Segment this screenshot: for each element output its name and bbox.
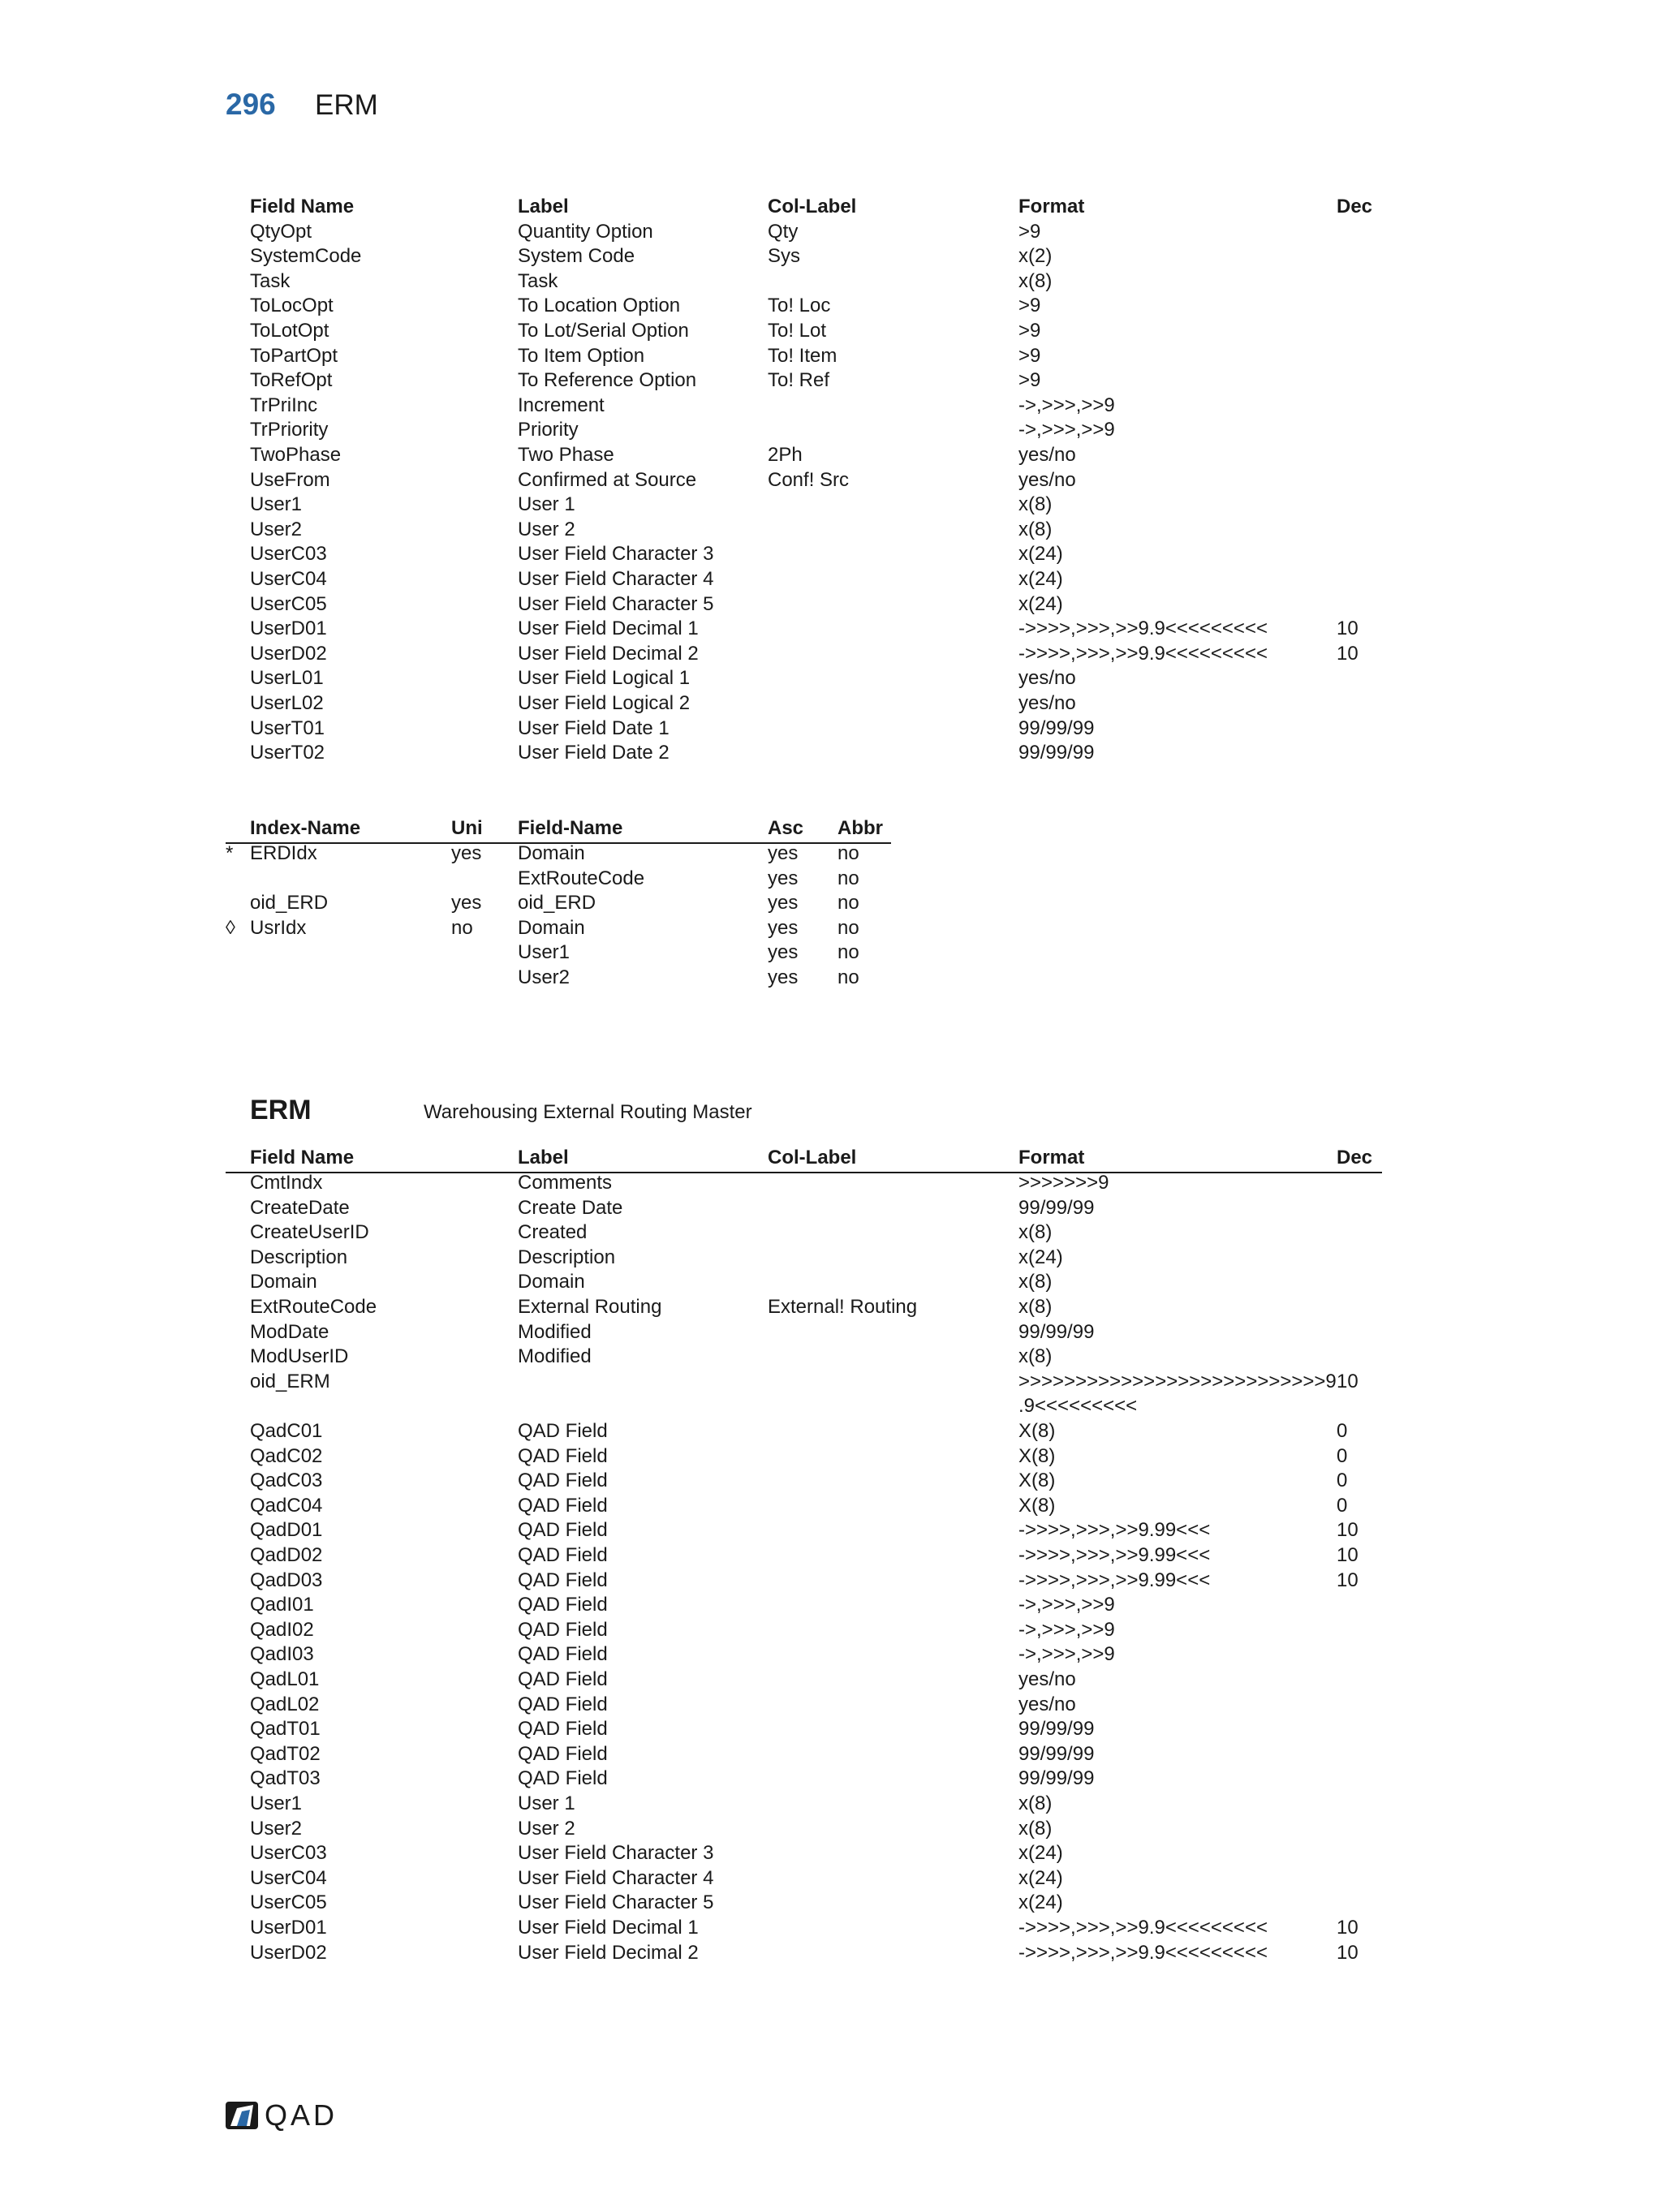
index-header-asc: Asc <box>768 817 804 839</box>
format-cell: x(24) <box>1018 567 1063 590</box>
uni-cell: yes <box>451 842 482 864</box>
dec-cell: 0 <box>1337 1494 1348 1517</box>
format-cell: ->,>>>,>>9 <box>1018 1618 1115 1641</box>
format-cell: >>>>>>>9 <box>1018 1172 1109 1194</box>
field-name-cell: Domain <box>518 916 585 939</box>
label-cell: QAD Field <box>518 1668 608 1690</box>
field-name-cell: CreateDate <box>250 1196 350 1219</box>
field-name-cell: User2 <box>250 518 303 540</box>
header-rule <box>226 1172 1382 1173</box>
column-header-col-label: Col-Label <box>768 196 857 217</box>
field-name-cell: UserC03 <box>250 1842 327 1865</box>
label-cell: User 1 <box>518 1792 575 1814</box>
field-name-cell: TwoPhase <box>250 443 342 466</box>
field-name-cell: TrPriority <box>250 419 329 441</box>
format-cell: yes/no <box>1018 443 1076 466</box>
field-name-cell: User2 <box>250 1817 303 1840</box>
index-header-uni: Uni <box>451 817 483 839</box>
field-name-cell: UserD02 <box>250 1941 327 1964</box>
field-name-cell: SystemCode <box>250 245 362 268</box>
dec-cell: 10 <box>1337 1569 1358 1591</box>
field-name-cell: User1 <box>250 493 303 516</box>
column-header-label: Label <box>518 1147 569 1168</box>
format-cell: x(8) <box>1018 1221 1053 1244</box>
field-name-cell: ExtRouteCode <box>518 867 645 889</box>
format-cell: 99/99/99 <box>1018 1718 1095 1741</box>
label-cell: QAD Field <box>518 1594 608 1616</box>
field-name-cell: UserL01 <box>250 667 324 690</box>
field-name-cell: QadD01 <box>250 1519 323 1542</box>
label-cell: QAD Field <box>518 1444 608 1467</box>
field-name-cell: QadT02 <box>250 1742 321 1765</box>
format-cell: .9<<<<<<<<< <box>1018 1395 1138 1418</box>
col-label-cell: To! Ref <box>768 369 830 392</box>
field-name-cell: QadC04 <box>250 1494 323 1517</box>
index-marker: * <box>226 842 234 864</box>
label-cell: QAD Field <box>518 1569 608 1591</box>
format-cell: x(8) <box>1018 1817 1053 1840</box>
label-cell: User Field Logical 1 <box>518 667 691 690</box>
format-cell: ->>>>,>>>,>>9.9<<<<<<<<< <box>1018 1917 1268 1939</box>
index-name-cell: UsrIdx <box>250 916 307 939</box>
label-cell: QAD Field <box>518 1494 608 1517</box>
label-cell: Confirmed at Source <box>518 468 697 491</box>
label-cell: System Code <box>518 245 635 268</box>
format-cell: x(8) <box>1018 1792 1053 1814</box>
field-name-cell: TrPriInc <box>250 394 318 416</box>
label-cell: Two Phase <box>518 443 614 466</box>
format-cell: yes/no <box>1018 1668 1076 1690</box>
abbr-cell: no <box>837 916 859 939</box>
format-cell: 99/99/99 <box>1018 1320 1095 1343</box>
col-label-cell: External! Routing <box>768 1296 918 1318</box>
field-name-cell: oid_ERM <box>250 1370 330 1392</box>
col-label-cell: To! Lot <box>768 319 827 342</box>
label-cell: User Field Character 3 <box>518 543 714 566</box>
label-cell: QAD Field <box>518 1519 608 1542</box>
label-cell: To Item Option <box>518 344 645 367</box>
field-name-cell: CreateUserID <box>250 1221 369 1244</box>
field-name-cell: ToPartOpt <box>250 344 338 367</box>
abbr-cell: no <box>837 941 859 964</box>
format-cell: X(8) <box>1018 1494 1056 1517</box>
field-name-cell: QadL01 <box>250 1668 320 1690</box>
field-name-cell: QadT03 <box>250 1767 321 1790</box>
format-cell: yes/no <box>1018 691 1076 714</box>
col-label-cell: To! Loc <box>768 295 831 317</box>
format-cell: ->,>>>,>>9 <box>1018 394 1115 416</box>
field-name-cell: ToLocOpt <box>250 295 334 317</box>
field-name-cell: Task <box>250 269 291 292</box>
format-cell: >9 <box>1018 295 1041 317</box>
format-cell: >9 <box>1018 369 1041 392</box>
field-name-cell: ModDate <box>250 1320 329 1343</box>
label-cell: Domain <box>518 1271 585 1293</box>
dec-cell: 10 <box>1337 618 1358 640</box>
label-cell: User 2 <box>518 518 575 540</box>
asc-cell: yes <box>768 941 799 964</box>
col-label-cell: To! Item <box>768 344 837 367</box>
label-cell: QAD Field <box>518 1643 608 1666</box>
column-header-format: Format <box>1018 196 1085 217</box>
section-description: Warehousing External Routing Master <box>424 1101 752 1123</box>
label-cell: To Location Option <box>518 295 681 317</box>
dec-cell: 0 <box>1337 1420 1348 1442</box>
label-cell: Quantity Option <box>518 220 653 243</box>
label-cell: User Field Decimal 2 <box>518 642 699 665</box>
format-cell: 99/99/99 <box>1018 1196 1095 1219</box>
field-name-cell: ToRefOpt <box>250 369 333 392</box>
label-cell: To Lot/Serial Option <box>518 319 689 342</box>
field-name-cell: ExtRouteCode <box>250 1296 377 1318</box>
asc-cell: yes <box>768 892 799 914</box>
field-name-cell: QadC02 <box>250 1444 323 1467</box>
format-cell: x(24) <box>1018 1246 1063 1268</box>
label-cell: To Reference Option <box>518 369 697 392</box>
field-name-cell: QadC01 <box>250 1420 323 1442</box>
format-cell: x(24) <box>1018 1866 1063 1889</box>
format-cell: ->>>>,>>>,>>9.9<<<<<<<<< <box>1018 642 1268 665</box>
uni-cell: yes <box>451 892 482 914</box>
format-cell: x(8) <box>1018 269 1053 292</box>
format-cell: x(24) <box>1018 1891 1063 1914</box>
format-cell: 99/99/99 <box>1018 742 1095 764</box>
label-cell: User Field Decimal 1 <box>518 1917 699 1939</box>
field-name-cell: UserD01 <box>250 1917 327 1939</box>
label-cell: External Routing <box>518 1296 662 1318</box>
page-title: ERM <box>315 89 378 121</box>
field-name-cell: Domain <box>250 1271 317 1293</box>
format-cell: ->,>>>,>>9 <box>1018 1643 1115 1666</box>
field-name-cell: ToLotOpt <box>250 319 329 342</box>
field-name-cell: UserT02 <box>250 742 325 764</box>
abbr-cell: no <box>837 842 859 864</box>
format-cell: x(24) <box>1018 592 1063 615</box>
asc-cell: yes <box>768 867 799 889</box>
label-cell: User Field Character 4 <box>518 1866 714 1889</box>
format-cell: X(8) <box>1018 1444 1056 1467</box>
format-cell: ->,>>>,>>9 <box>1018 419 1115 441</box>
abbr-cell: no <box>837 892 859 914</box>
column-header-field-name: Field Name <box>250 1147 355 1168</box>
label-cell: User Field Date 2 <box>518 742 670 764</box>
format-cell: yes/no <box>1018 1693 1076 1715</box>
format-cell: 99/99/99 <box>1018 1742 1095 1765</box>
label-cell: QAD Field <box>518 1767 608 1790</box>
field-name-cell: QadC03 <box>250 1470 323 1492</box>
field-name-cell: UserC05 <box>250 1891 327 1914</box>
field-name-cell: QadT01 <box>250 1718 321 1741</box>
field-name-cell: QadL02 <box>250 1693 320 1715</box>
field-name-cell: Domain <box>518 842 585 864</box>
label-cell: QAD Field <box>518 1742 608 1765</box>
label-cell: User Field Character 5 <box>518 1891 714 1914</box>
label-cell: QAD Field <box>518 1618 608 1641</box>
qad-logo-text: QAD <box>265 2098 338 2132</box>
format-cell: ->>>>,>>>,>>9.99<<< <box>1018 1519 1211 1542</box>
format-cell: >>>>>>>>>>>>>>>>>>>>>>>>>>>9 <box>1018 1370 1337 1392</box>
format-cell: x(24) <box>1018 543 1063 566</box>
dec-cell: 10 <box>1337 1941 1358 1964</box>
dec-cell: 10 <box>1337 1917 1358 1939</box>
qad-logo <box>226 2098 338 2132</box>
format-cell: 99/99/99 <box>1018 717 1095 739</box>
column-header-label: Label <box>518 196 569 217</box>
format-cell: X(8) <box>1018 1470 1056 1492</box>
col-label-cell: Sys <box>768 245 801 268</box>
format-cell: >9 <box>1018 344 1041 367</box>
col-label-cell: Conf! Src <box>768 468 850 491</box>
field-name-cell: ModUserID <box>250 1345 349 1368</box>
asc-cell: yes <box>768 842 799 864</box>
field-name-cell: QadD02 <box>250 1544 323 1566</box>
field-name-cell: QadI02 <box>250 1618 314 1641</box>
field-name-cell: UseFrom <box>250 468 330 491</box>
label-cell: Modified <box>518 1320 592 1343</box>
page-number: 296 <box>226 88 276 121</box>
col-label-cell: 2Ph <box>768 443 803 466</box>
label-cell: QAD Field <box>518 1420 608 1442</box>
label-cell: Create Date <box>518 1196 623 1219</box>
format-cell: ->>>>,>>>,>>9.99<<< <box>1018 1544 1211 1566</box>
format-cell: yes/no <box>1018 468 1076 491</box>
format-cell: x(8) <box>1018 518 1053 540</box>
label-cell: User Field Decimal 2 <box>518 1941 699 1964</box>
label-cell: User Field Character 3 <box>518 1842 714 1865</box>
label-cell: User Field Logical 2 <box>518 691 691 714</box>
uni-cell: no <box>451 916 473 939</box>
format-cell: x(8) <box>1018 1271 1053 1293</box>
label-cell: User Field Character 4 <box>518 567 714 590</box>
field-name-cell: CmtIndx <box>250 1172 323 1194</box>
index-header-abbr: Abbr <box>837 817 883 839</box>
label-cell: User Field Character 5 <box>518 592 714 615</box>
format-cell: X(8) <box>1018 1420 1056 1442</box>
label-cell: Modified <box>518 1345 592 1368</box>
abbr-cell: no <box>837 966 859 988</box>
index-marker: ◊ <box>226 916 235 939</box>
asc-cell: yes <box>768 916 799 939</box>
label-cell: User Field Date 1 <box>518 717 670 739</box>
index-header-index-name: Index-Name <box>250 817 361 839</box>
label-cell: QAD Field <box>518 1544 608 1566</box>
format-cell: ->>>>,>>>,>>9.99<<< <box>1018 1569 1211 1591</box>
dec-cell: 10 <box>1337 1519 1358 1542</box>
label-cell: Created <box>518 1221 588 1244</box>
format-cell: ->,>>>,>>9 <box>1018 1594 1115 1616</box>
label-cell: QAD Field <box>518 1718 608 1741</box>
asc-cell: yes <box>768 966 799 988</box>
field-name-cell: User1 <box>250 1792 303 1814</box>
format-cell: yes/no <box>1018 667 1076 690</box>
field-name-cell: UserD02 <box>250 642 327 665</box>
field-name-cell: UserD01 <box>250 618 327 640</box>
column-header-col-label: Col-Label <box>768 1147 857 1168</box>
field-name-cell: UserC05 <box>250 592 327 615</box>
format-cell: x(24) <box>1018 1842 1063 1865</box>
dec-cell: 0 <box>1337 1470 1348 1492</box>
format-cell: ->>>>,>>>,>>9.9<<<<<<<<< <box>1018 618 1268 640</box>
dec-cell: 10 <box>1337 1544 1358 1566</box>
section-title: ERM <box>250 1095 312 1125</box>
dec-cell: 10 <box>1337 642 1358 665</box>
label-cell: QAD Field <box>518 1470 608 1492</box>
label-cell: Task <box>518 269 558 292</box>
field-name-cell: QadI03 <box>250 1643 314 1666</box>
field-name-cell: UserC04 <box>250 1866 327 1889</box>
field-name-cell: QtyOpt <box>250 220 312 243</box>
field-name-cell: UserC04 <box>250 567 327 590</box>
qad-logo-icon <box>226 2102 258 2129</box>
format-cell: >9 <box>1018 220 1041 243</box>
format-cell: x(8) <box>1018 493 1053 516</box>
column-header-format: Format <box>1018 1147 1085 1168</box>
label-cell: Priority <box>518 419 579 441</box>
field-name-cell: UserL02 <box>250 691 324 714</box>
abbr-cell: no <box>837 867 859 889</box>
format-cell: x(2) <box>1018 245 1053 268</box>
index-name-cell: ERDIdx <box>250 842 317 864</box>
format-cell: x(8) <box>1018 1345 1053 1368</box>
field-name-cell: oid_ERD <box>518 892 596 914</box>
field-name-cell: UserT01 <box>250 717 325 739</box>
dec-cell: 0 <box>1337 1444 1348 1467</box>
label-cell: Comments <box>518 1172 613 1194</box>
label-cell: Increment <box>518 394 605 416</box>
column-header-dec: Dec <box>1337 1147 1373 1168</box>
index-header-field-name: Field-Name <box>518 817 623 839</box>
field-name-cell: UserC03 <box>250 543 327 566</box>
label-cell: User Field Decimal 1 <box>518 618 699 640</box>
col-label-cell: Qty <box>768 220 799 243</box>
field-name-cell: QadI01 <box>250 1594 314 1616</box>
field-name-cell: User1 <box>518 941 571 964</box>
label-cell: User 2 <box>518 1817 575 1840</box>
format-cell: 99/99/99 <box>1018 1767 1095 1790</box>
label-cell: Description <box>518 1246 616 1268</box>
label-cell: QAD Field <box>518 1693 608 1715</box>
format-cell: >9 <box>1018 319 1041 342</box>
dec-cell: 10 <box>1337 1370 1358 1392</box>
field-name-cell: Description <box>250 1246 348 1268</box>
field-name-cell: User2 <box>518 966 571 988</box>
label-cell: User 1 <box>518 493 575 516</box>
field-name-cell: QadD03 <box>250 1569 323 1591</box>
column-header-field-name: Field Name <box>250 196 355 217</box>
format-cell: x(8) <box>1018 1296 1053 1318</box>
index-name-cell: oid_ERD <box>250 892 329 914</box>
column-header-dec: Dec <box>1337 196 1373 217</box>
format-cell: ->>>>,>>>,>>9.9<<<<<<<<< <box>1018 1941 1268 1964</box>
